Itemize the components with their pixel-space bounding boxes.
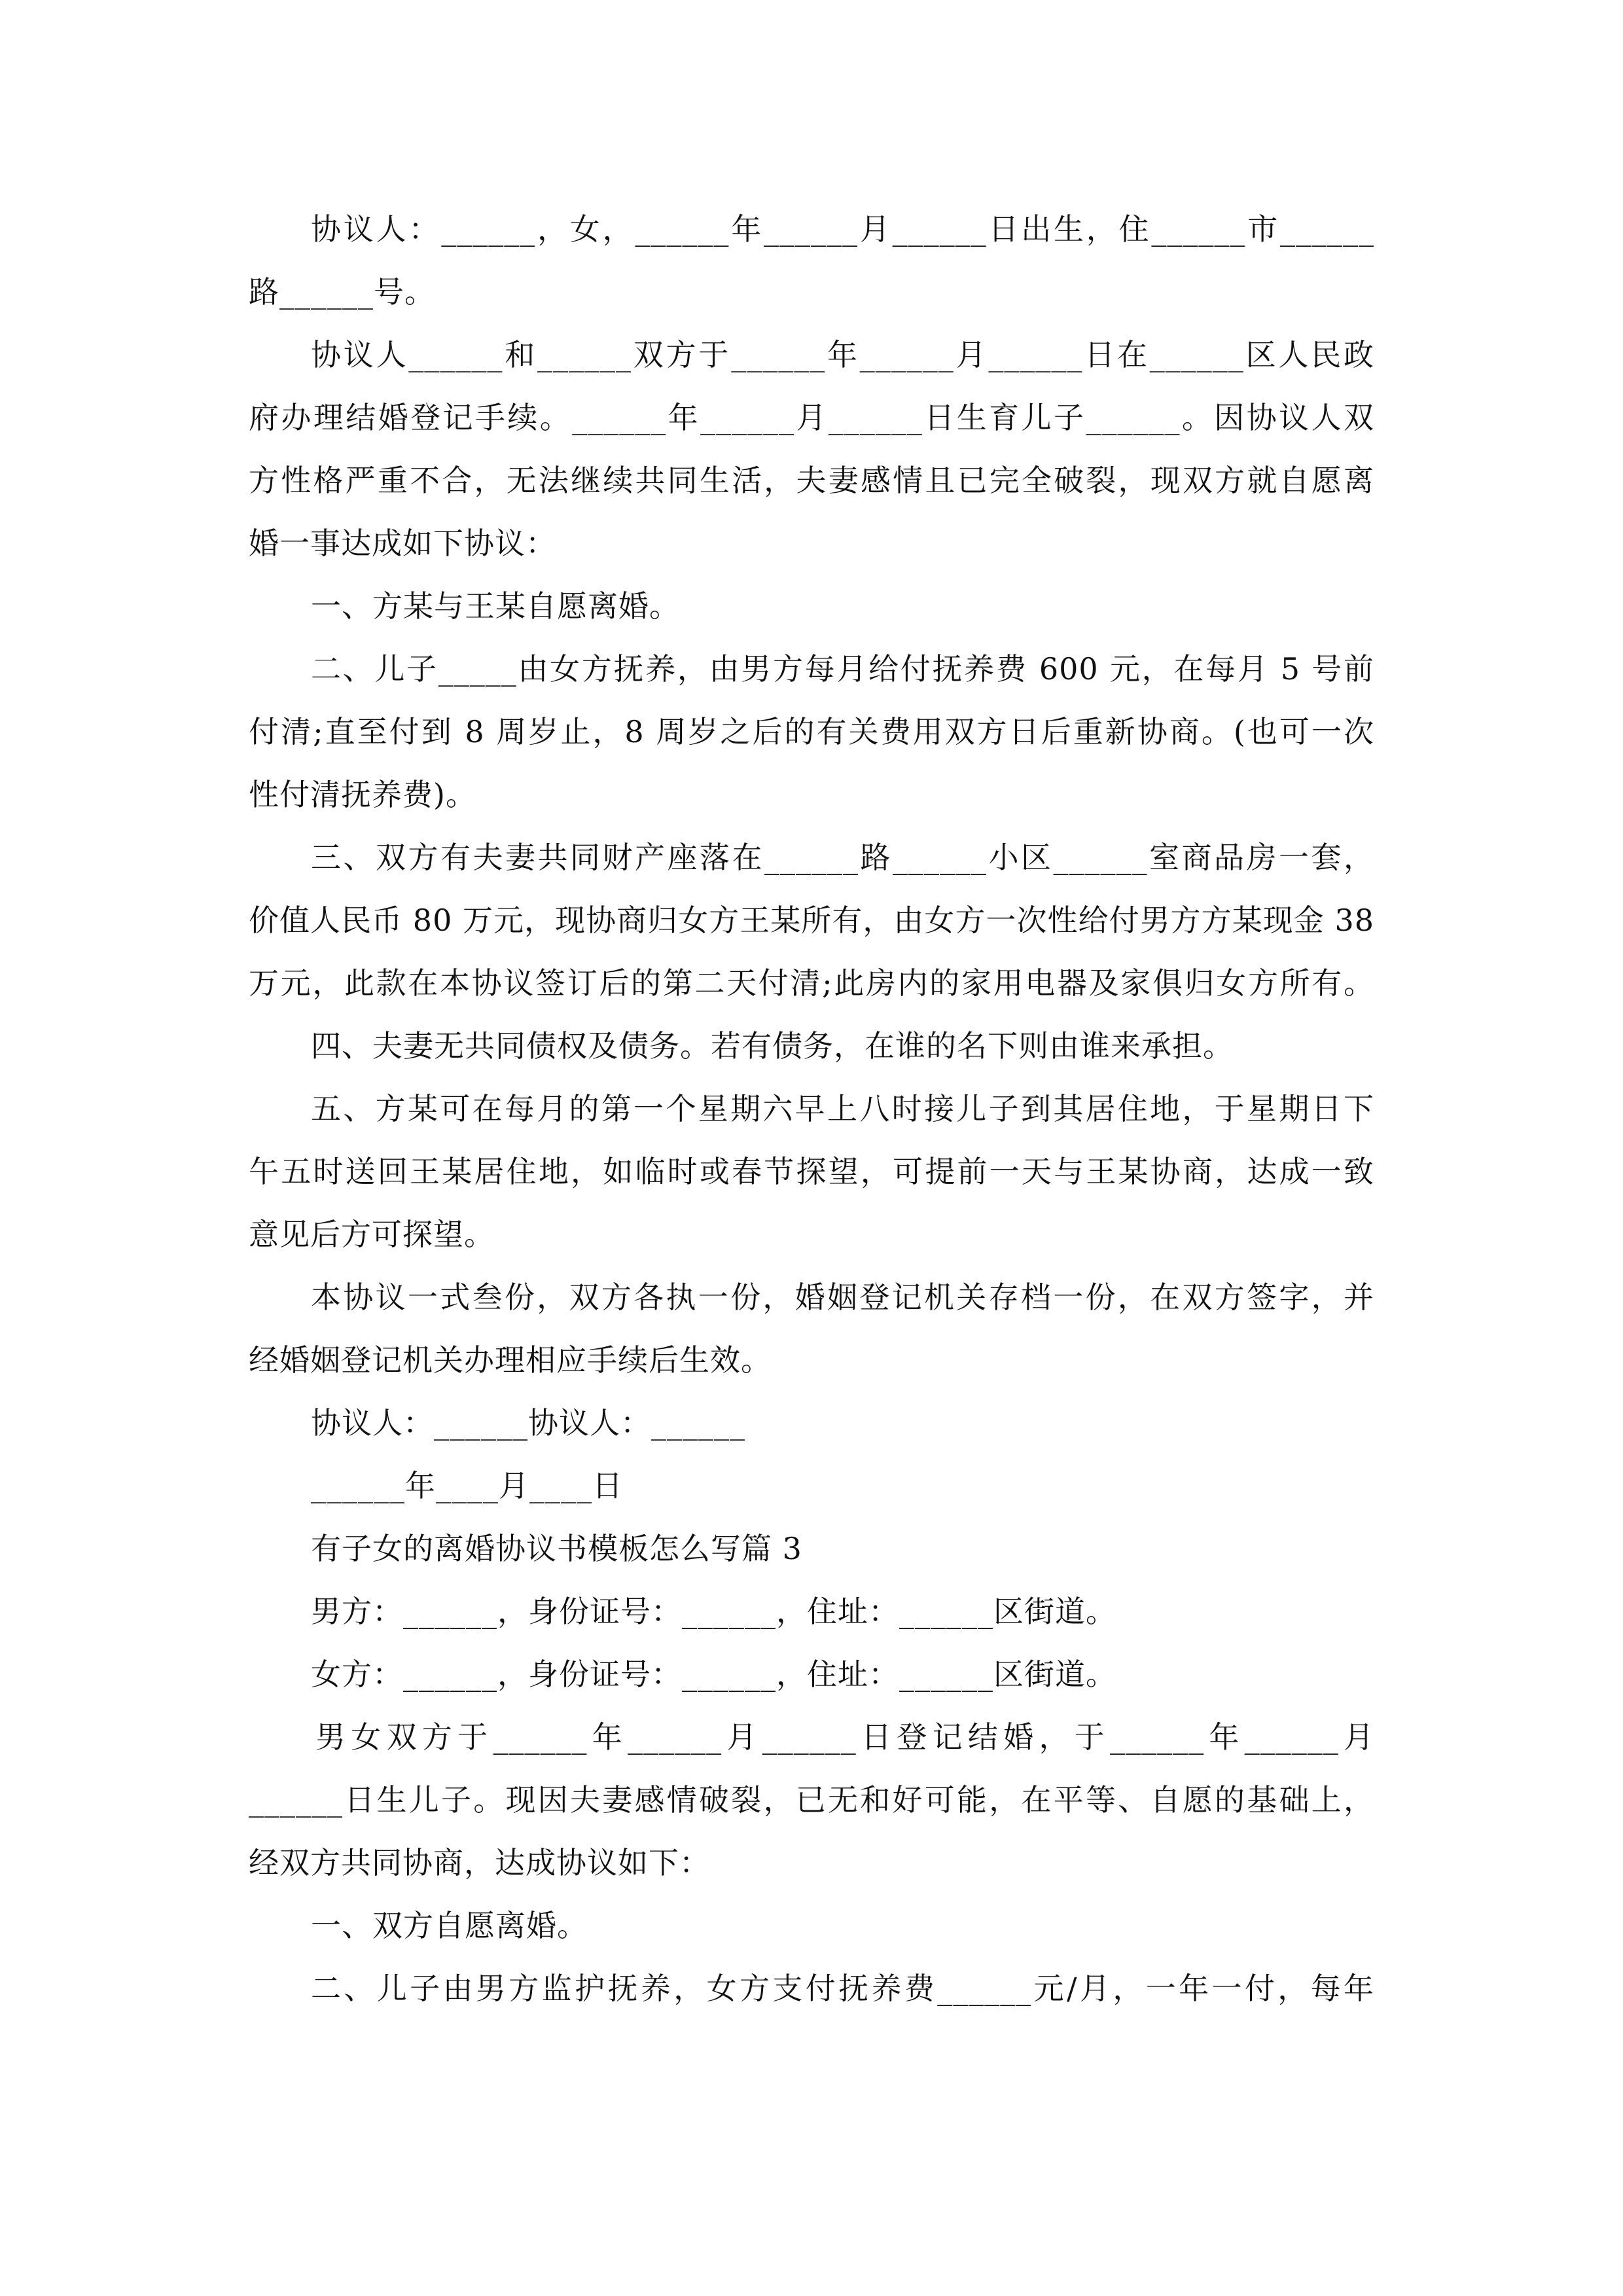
clause3-1: 一、双方自愿离婚。 <box>311 1908 588 1943</box>
line-marriage-registration: 协议人______和______双方于______年______月______日在______区人民政 <box>311 337 1374 372</box>
clause3-2: 二、儿子由男方监护抚养，女方支付抚养费______元/月，一年一付，每年 <box>311 1971 1374 2006</box>
clause-5-end: 意见后方可探望。 <box>249 1217 495 1252</box>
section-title: 有子女的离婚协议书模板怎么写篇 3 <box>311 1531 802 1566</box>
copies-clause-end: 经婚姻登记机关办理相应手续后生效。 <box>249 1342 772 1378</box>
clause-3: 三、双方有夫妻共同财产座落在______路______小区______室商品房一套， <box>311 840 1374 875</box>
date-line: ______年____月____日 <box>311 1468 623 1503</box>
line-party-female-cont: 路______号。 <box>249 274 435 310</box>
clause-2-end: 性付清抚养费)。 <box>249 777 476 812</box>
party-female: 女方：______，身份证号：______，住址：______区街道。 <box>311 1657 1116 1692</box>
clause-3-cont: 价值人民币 80 万元，现协商归女方王某所有，由女方一次性给付男方方某现金 38 <box>249 903 1374 938</box>
clause-2: 二、儿子_____由女方抚养，由男方每月给付抚养费 600 元，在每月 5 号前 <box>311 651 1374 687</box>
clause-5-cont: 午五时送回王某居住地，如临时或春节探望，可提前一天与王某协商，达成一致 <box>249 1154 1374 1189</box>
party-male: 男方：______，身份证号：______，住址：______区街道。 <box>311 1594 1116 1629</box>
clause-5: 五、方某可在每月的第一个星期六早上八时接儿子到其居住地，于星期日下 <box>311 1091 1374 1126</box>
marriage-info-end: 经双方共同协商，达成协议如下： <box>249 1845 710 1880</box>
copies-clause: 本协议一式叁份，双方各执一份，婚姻登记机关存档一份，在双方签字，并 <box>311 1280 1374 1315</box>
line-marriage-registration-cont: 府办理结婚登记手续。______年______月______日生育儿子______。因协议人双 <box>249 400 1374 435</box>
marriage-info-cont: ______日生儿子。现因夫妻感情破裂，已无和好可能，在平等、自愿的基础上， <box>249 1782 1374 1818</box>
clause-3-end: 万元，此款在本协议签订后的第二天付清;此房内的家用电器及家俱归女方所有。 <box>249 965 1374 1001</box>
clause-1: 一、方某与王某自愿离婚。 <box>311 588 680 624</box>
clause-4: 四、夫妻无共同债权及债务。若有债务，在谁的名下则由谁来承担。 <box>311 1028 1234 1064</box>
line-party-female: 协议人：______，女，______年______月______日出生，住______市______ <box>311 211 1374 247</box>
clause-2-cont: 付清;直至付到 8 周岁止，8 周岁之后的有关费用双方日后重新协商。(也可一次 <box>249 714 1374 749</box>
line-reason-end: 婚一事达成如下协议： <box>249 526 556 561</box>
marriage-info: 男女双方于______年______月______日登记结婚，于______年______月 <box>315 1719 1374 1755</box>
line-reason: 方性格严重不合，无法继续共同生活，夫妻感情且已完全破裂，现双方就自愿离 <box>249 463 1374 498</box>
signature-line: 协议人：______协议人：______ <box>311 1405 745 1441</box>
